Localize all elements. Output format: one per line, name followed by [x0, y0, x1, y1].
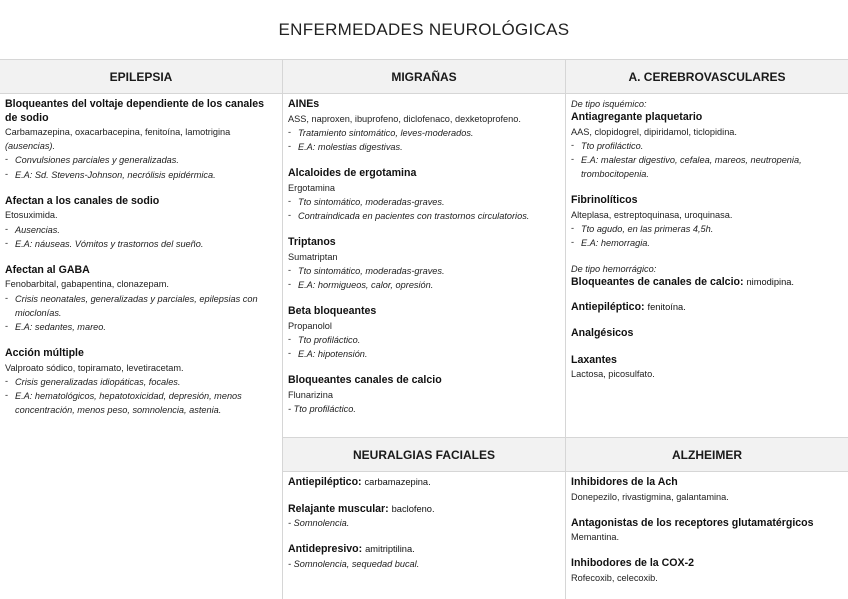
- page-title: ENFERMEDADES NEUROLÓGICAS: [0, 0, 848, 60]
- bullet: - Tto sintomático, moderadas-graves.: [288, 264, 562, 278]
- alzheimer-section: [571, 557, 845, 585]
- section-title: [288, 543, 562, 557]
- acv-section: [571, 354, 843, 382]
- header-neuralgias: NEURALGIAS FACIALES: [283, 438, 565, 472]
- acv-section: [571, 276, 843, 290]
- bullet: - E.A: hemorragia.: [571, 236, 843, 250]
- drug-list: Lactosa, picosulfato.: [571, 369, 655, 380]
- alzheimer-section: [571, 476, 845, 504]
- section-title: [571, 276, 843, 290]
- section-title: Afectan al GABA: [5, 263, 90, 276]
- drug-list: [5, 125, 279, 153]
- section-title: Fibrinolíticos: [571, 194, 638, 207]
- bullet: - Convulsiones parciales y generalizadas.: [5, 153, 279, 167]
- header-migranas: MIGRAÑAS: [283, 60, 565, 94]
- bullet: - Ausencias.: [5, 223, 279, 237]
- bullet: - E.A: Sd. Stevens-Johnson, necrólisis epidérmica.: [5, 168, 279, 182]
- section-title: Antiagregante plaquetario: [571, 111, 703, 123]
- bullet: - Tto profiláctico.: [571, 139, 843, 153]
- bullet: - Contraindicada en pacientes con trastornos circulatorios.: [288, 209, 562, 223]
- epilepsia-section: [5, 195, 279, 251]
- section-title: Bloqueantes del voltaje dependiente de los canales de sodio: [5, 98, 265, 124]
- drug-name: nimodipina.: [746, 277, 795, 288]
- migranas-section: [288, 236, 562, 292]
- acv-section: [571, 194, 843, 250]
- alzheimer-column: [571, 476, 845, 598]
- drug-list: Etosuximida.: [5, 210, 58, 221]
- section-title-text: Bloqueantes de canales de calcio:: [571, 276, 744, 289]
- drug-name: fenitoína.: [647, 301, 686, 312]
- acv-section: [571, 111, 843, 181]
- section-title: Inhibodores de la COX-2: [571, 557, 695, 570]
- bullet: - E.A: malestar digestivo, cefalea, mareos, neutropenia, trombocitopenia.: [571, 153, 843, 181]
- drug-list: Sumatriptan: [288, 251, 338, 262]
- section-title-text: Antidepresivo:: [288, 543, 363, 556]
- drug-list: Donepezilo, rivastigmina, galantamina.: [571, 491, 729, 502]
- drug-list: Alteplasa, estreptoquinasa, uroquinasa.: [571, 209, 733, 220]
- migranas-section: [288, 98, 562, 154]
- bullet: - Tratamiento sintomático, leves-moderados.: [288, 126, 562, 140]
- bullet: - E.A: molestias digestivas.: [288, 140, 562, 154]
- alzheimer-section: [571, 517, 845, 545]
- drug-names: Carbamazepina, oxacarbacepina, fenitoína, lamotrigina: [5, 127, 231, 137]
- header-acv: A. CEREBROVASCULARES: [566, 60, 848, 94]
- section-title: AINEs: [288, 98, 320, 110]
- bullet: - E.A: sedantes, mareo.: [5, 320, 279, 334]
- section-title: [288, 503, 562, 517]
- neuralgias-section: [288, 503, 562, 531]
- drug-note: (ausencias).: [5, 141, 56, 152]
- drug-list: Flunarizina: [288, 389, 333, 400]
- bullet: - Tto sintomático, moderadas-graves.: [288, 195, 562, 209]
- section-title: Bloqueantes canales de calcio: [288, 374, 442, 387]
- drug-list: AAS, clopidogrel, dipiridamol, ticlopidina.: [571, 126, 737, 137]
- note: - Somnolencia.: [288, 518, 350, 528]
- drug-list: Propanolol: [288, 320, 332, 331]
- acv-section: [571, 301, 843, 315]
- neuralgias-section: [288, 543, 562, 571]
- subgroup-label: De tipo hemorrágico:: [571, 264, 657, 275]
- section-title: Afectan a los canales de sodio: [5, 194, 160, 207]
- section-title: Inhibidores de la Ach: [571, 476, 678, 488]
- section-title: Alcaloides de ergotamina: [288, 167, 417, 180]
- bullet: - Crisis generalizadas idiopáticas, focales.: [5, 375, 279, 389]
- header-alzheimer: ALZHEIMER: [566, 438, 848, 472]
- epilepsia-column: [5, 98, 279, 431]
- drug-list: Fenobarbital, gabapentina, clonazepam.: [5, 279, 169, 290]
- section-title: Acción múltiple: [5, 347, 84, 360]
- migranas-section: [288, 374, 562, 416]
- migranas-column: [288, 98, 562, 429]
- section-title: Triptanos: [288, 236, 336, 249]
- section-title: Laxantes: [571, 353, 617, 366]
- section-title-text: Antiepiléptico:: [288, 476, 362, 488]
- acv-column: [571, 98, 843, 395]
- drug-list: Ergotamina: [288, 182, 335, 193]
- note: - Tto profiláctico.: [288, 404, 356, 415]
- drug-list: Rofecoxib, celecoxib.: [571, 572, 658, 583]
- section-title-text: Antiepiléptico:: [571, 300, 645, 313]
- section-title: Antagonistas de los receptores glutamatérgicos: [571, 516, 814, 529]
- section-title: [571, 301, 843, 315]
- drug-name: amitriptilina.: [365, 544, 415, 555]
- section-title: Beta bloqueantes: [288, 305, 377, 318]
- bullet: - E.A: hormigueos, calor, opresión.: [288, 278, 562, 292]
- section-title: Analgésicos: [571, 327, 634, 340]
- drug-list: ASS, naproxen, ibuprofeno, diclofenaco, dexketoprofeno.: [288, 113, 521, 124]
- bullet: - E.A: hematológicos, hepatotoxicidad, depresión, menos concentración, menos peso, somnolencia, astenia.: [5, 389, 279, 417]
- bullet: - Crisis neonatales, generalizadas y parciales, epilepsias con mioclonías.: [5, 292, 279, 320]
- migranas-section: [288, 305, 562, 361]
- bullet: - E.A: náuseas. Vómitos y trastornos del sueño.: [5, 237, 279, 251]
- section-title: [288, 476, 562, 490]
- neuralgias-column: [288, 476, 562, 584]
- drug-list: Memantina.: [571, 532, 620, 543]
- migranas-section: [288, 167, 562, 223]
- bullet: - Tto profiláctico.: [288, 333, 562, 347]
- bullet: - E.A: hipotensión.: [288, 347, 562, 361]
- neuralgias-section: [288, 476, 562, 490]
- epilepsia-section: [5, 347, 279, 417]
- header-epilepsia: EPILEPSIA: [0, 60, 282, 94]
- drug-name: baclofeno.: [391, 503, 435, 514]
- acv-section: [571, 327, 843, 341]
- divider: [282, 60, 283, 599]
- bullet: - Tto agudo, en las primeras 4,5h.: [571, 222, 843, 236]
- epilepsia-section: [5, 264, 279, 334]
- section-title-text: Relajante muscular:: [288, 502, 389, 515]
- divider: [565, 60, 566, 599]
- drug-name: carbamazepina.: [364, 477, 431, 487]
- epilepsia-section: [5, 98, 279, 182]
- drug-list: Valproato sódico, topiramato, levetiracetam.: [5, 362, 184, 373]
- subgroup-label: De tipo isquémico:: [571, 99, 647, 109]
- note: - Somnolencia, sequedad bucal.: [288, 558, 420, 569]
- divider: [0, 59, 848, 60]
